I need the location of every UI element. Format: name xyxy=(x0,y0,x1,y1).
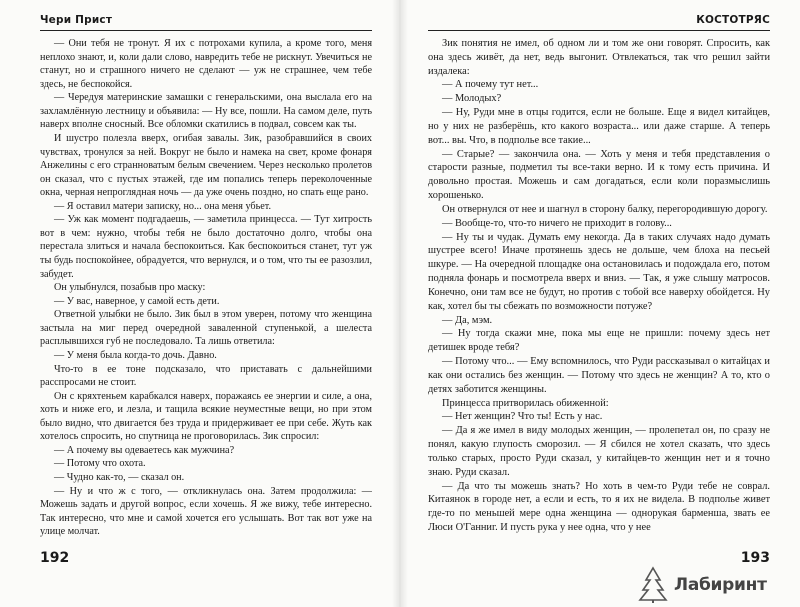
paragraph: Он улыбнулся, позабыв про маску: xyxy=(54,282,206,294)
paragraph: — Ну ты и чудак. Думать ему некогда. Да в таких случаях надо думать шустрее всего! Иначе протянешь здесь не дольше, чем блоха на песьей шкуре. — На очередной площадке она остановилась и подождала его, потом подняла фонарь и посмотрела вверх и вниз. — Так, я уже слышу матросов. Конечно, они там все не будут, но против с тобой все наверху обойдется. Ну как, хотел бы ты сбежать по возможности потуже? xyxy=(428,231,770,312)
paragraph: — Молодых? xyxy=(442,93,502,105)
paragraph: — Потому что охота. xyxy=(54,458,146,470)
paragraph: Что-то в ее тоне подсказало, что приставать с дальнейшими расспросами не стоит. xyxy=(40,363,372,389)
paragraph: — Старые? — закончила она. — Хоть у меня и тебя представления о старости разные, подметил ты все-таки верно. И к тому есть причина. И довольно простая. Можешь и сам догадаться, если коли поразмыслишь хорошенько. xyxy=(428,148,770,202)
page-number-left: 192 xyxy=(40,550,70,566)
paragraph: — Они тебя не тронут. Я их с потрохами купила, а кроме того, меня неплохо знают, и, коли дали слово, навредить тебе не рискнут. Увечиться не станут, но и страшного ничего не сделают — уж не страшнее, чем тебе здесь, не беспокойся. xyxy=(40,38,372,90)
labirint-logo-icon xyxy=(636,566,670,604)
paragraph: И шустро полезла вверх, огибая завалы. Зик, разобравшийся в своих чувствах, тронулся за ней. Вокруг не было и намека на свет, кроме фонаря Анжелины с его странноватым белым свечением. Через несколько пролетов он сказал, что с пустых этажей, где им попались теперь переколоченные окна, черная непроглядная ночь — да уже очень поздно, но спать еще рано. xyxy=(40,132,372,199)
header-rule xyxy=(40,30,372,31)
paragraph: — Ну и что ж с того, — откликнулась она. Затем продолжила: — Можешь задать и другой вопрос, если хочешь. Я же вижу, тебе интересно. Так интересно, что мне и самой хочется его услышать. Вот так вот уже на улице молчат. xyxy=(40,485,372,538)
paragraph: Он с кряхтеньем карабкался наверх, поражаясь ее энергии и силе, а она, хоть и ниже его, и лезла, и тащила всякие неуместные вещи, но при этом было видно, что двигается без труда и придерживает ее при себе. Жуть как хотелось спросить, но спутница не проговорилась. Зик спросил: xyxy=(40,390,372,443)
running-header-author: Чери Прист xyxy=(40,14,113,26)
right-page xyxy=(400,0,800,607)
paragraph: Принцесса притворилась обиженной: xyxy=(442,397,609,409)
paragraph: — Чудно как-то, — сказал он. xyxy=(54,472,185,483)
paragraph: — Нет женщин? Что ты! Есть у нас. xyxy=(442,411,603,423)
paragraph: Он отвернулся от нее и шагнул в сторону балку, перегородившую дорогу. xyxy=(442,203,768,215)
paragraph: Ответной улыбки не было. Зик был в этом уверен, потому что женщина застыла на миг перед очередной заваленной ступенькой, а шелеста расплывшихся губ не последовало. Та лишь ответила: xyxy=(40,309,372,348)
right-page-body xyxy=(428,37,770,535)
paragraph: — Да я же имел в виду молодых женщин, — пролепетал он, по сразу не понял, какую глупость сморозил. — Я сбился не хотел сказать, что здесь только старых, просто Руди сказал, у китайцев-то женщин нет и я точно знаю. Руди сказал. xyxy=(428,425,770,478)
paragraph: — А почему тут нет... xyxy=(442,79,539,91)
watermark-logo xyxy=(636,565,796,605)
paragraph: — Уж как момент подгадаешь, — заметила принцесса. — Тут хитрость вот в чем: нужно, чтобы тебя не было достаточно долго, чтобы она перестала злиться и начала беспокоиться. Как беспокоиться станет, тут уж ты будь поспокойнее, обрадуется, что вернулся, и о том, что ты ее разозлил, забудет. xyxy=(40,214,372,280)
left-page-body xyxy=(40,37,372,539)
paragraph: — Да что ты можешь знать? Но хоть в чем-то Руди тебе не соврал. Китаянок в городе нет, а если и есть, то я их не видела. В подполье живет где-то по меньшей мере одна женщина — однорукая барменша, звать ее Люси О'Ганниг. И пусть рука у нее одна, что у нее xyxy=(428,480,770,533)
paragraph: — Я оставил матери записку, но... она меня убьет. xyxy=(54,200,271,212)
paragraph: — Да, мэм. xyxy=(442,314,493,326)
paragraph: — У вас, наверное, у самой есть дети. xyxy=(54,295,220,307)
paragraph: — У меня была когда-то дочь. Давно. xyxy=(54,349,217,361)
paragraph: — Ну, Руди мне в отцы годится, если не больше. Еще я видел китайцев, но у них не разберёшь, кто какого возраста... или даже старше. А теперь вот... вы. Что, в подполье все такие... xyxy=(428,107,770,146)
paragraph: Зик понятия не имел, об одном ли и том же они говорят. Спросить, как она здесь живёт, да нет, ведь выгонит. Отвлекаться, так что решил зайти издалека: xyxy=(428,38,770,77)
paragraph: — А почему вы одеваетесь как мужчина? xyxy=(54,444,235,456)
header-rule xyxy=(428,30,770,31)
paragraph: — Ну тогда скажи мне, пока мы еще не пришли: почему здесь нет детишек вроде тебя? xyxy=(428,328,770,354)
running-header-title: КОСТОТРЯС xyxy=(696,14,770,26)
watermark-brand-text: Лабиринт xyxy=(674,575,767,595)
paragraph: — Чередуя материнские замашки с генеральскими, она выслала его на захламлённую лестницу и объявила: — Ну все, пошли. На самом деле, путь наверх вполне сносный. Все обломки скатились в подвал, совсем как ты. xyxy=(40,92,372,131)
paragraph: — Потому что... — Ему вспомнилось, что Руди рассказывал о китайцах и как они остались без женщин. — Потому что здесь не женщин? А то, кто о детях заботится женщины. xyxy=(428,356,770,395)
paragraph: — Вообще-то, что-то ничего не приходит в голову... xyxy=(442,217,672,229)
page-number-right: 193 xyxy=(740,550,770,566)
